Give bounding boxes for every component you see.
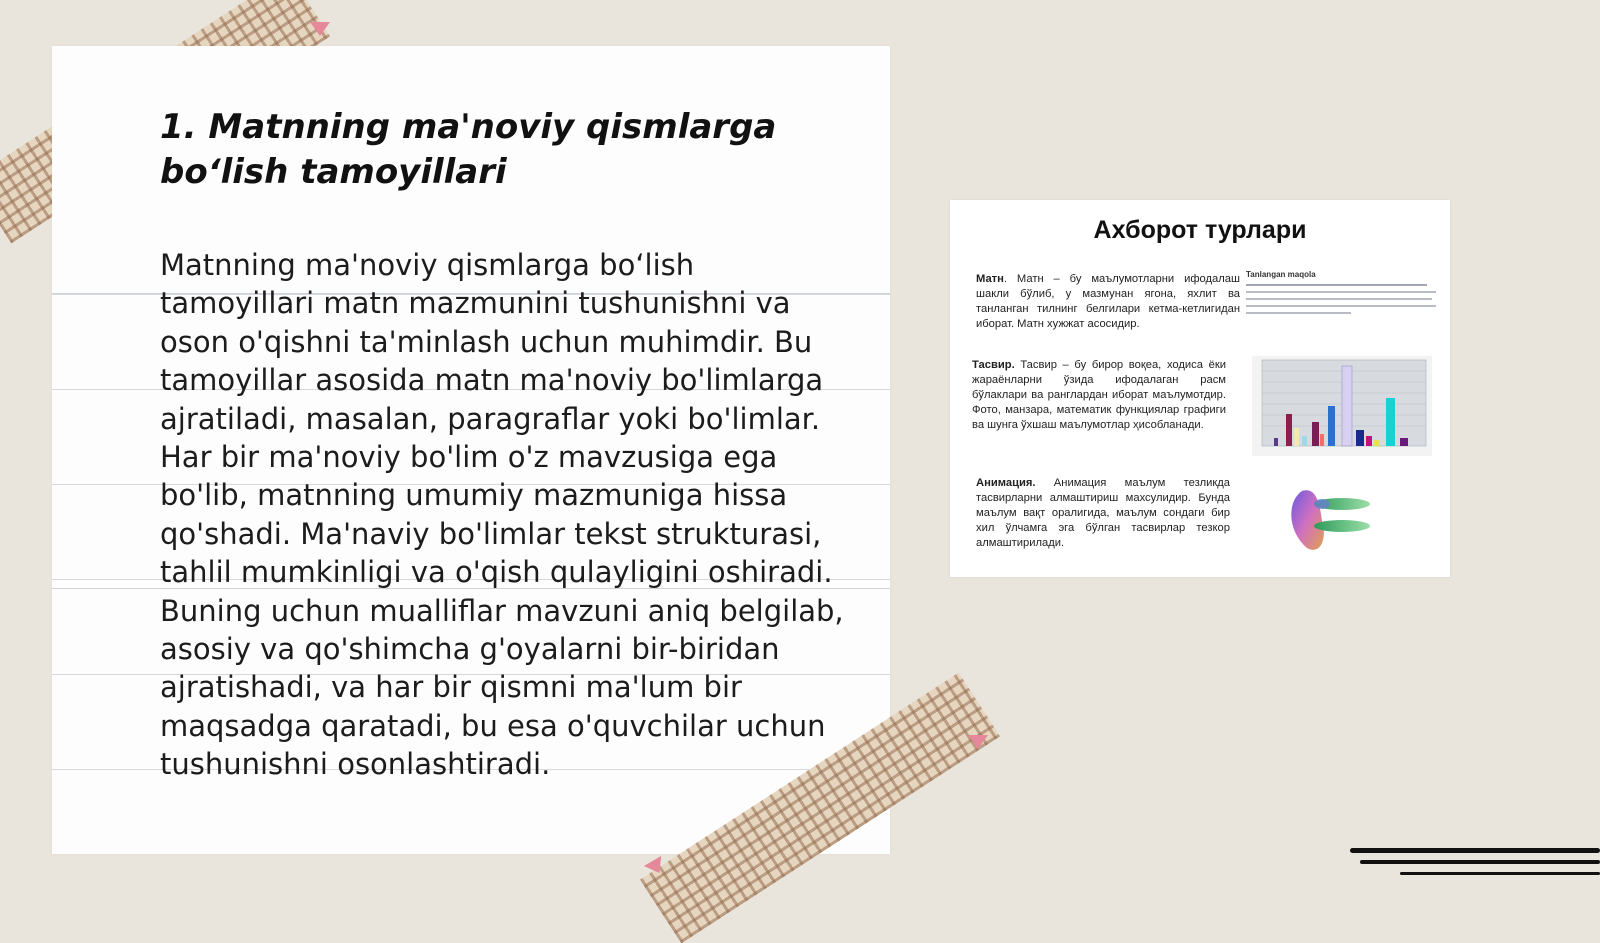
embedded-slide-image [950, 200, 1450, 577]
embedded-slide-title: Ахборот турлари [1093, 216, 1307, 244]
bar-chart-thumbnail [1252, 356, 1432, 456]
document-snippet [1246, 270, 1436, 334]
image-term: Тасвир. [972, 359, 1015, 371]
text-definition [976, 272, 1240, 332]
decorative-stroke-lines [1350, 840, 1600, 880]
animation-term: Анимация. [976, 477, 1036, 489]
snippet-heading: Tanlangan maqola [1246, 270, 1316, 279]
tape-pin-top [310, 22, 330, 36]
image-definition [972, 358, 1226, 433]
body-paragraph: Matnning ma'noviy qismlarga bo‘lish tamoyillari matn mazmunini tushunishni va oson o'qishni ta'minlash uchun muhimdir. Bu tamoyillar asosida matn ma'noviy bo'limlarga ajratiladi, masalan, paragraflar yoki bo'limlar. Har bir ma'noviy bo'lim o'z mavzusiga ega bo'lib, matnning umumiy mazmuniga hissa qo'shadi. Ma'naviy bo'limlar tekst strukturasi, tahlil mumkinligi va o'qish qulayligini oshiradi. Buning uchun mualliflar mavzuni aniq belgilab, asosiy va qo'shimcha g'oyalarni bir-biridan ajratishadi, va har bir qismni ma'lum bir maqsadga qaratadi, bu esa o'quvchilar uchun tushunishni osonlashtiradi. [160, 248, 844, 782]
animation-definition [976, 476, 1230, 551]
animation-shape-thumbnail [1282, 476, 1382, 556]
slide-heading: 1. Matnning ma'noviy qismlarga bo‘lish tamoyillari [160, 107, 777, 192]
tape-pin-bottom [968, 735, 988, 749]
image-definition-body: Тасвир – бу бирор воқеа, ходиса ёки жараёнларни ўзида ифодалаган расм бўлаклари ва ранглардан иборат маълумотдир. Фото, манзара, математик функциялар графиги ва шунга ўхшаш маълумотлар ҳисобланади. [972, 359, 1226, 431]
animation-definition-body: Анимация маълум тезликда тасвирларни алмаштириш махсулидир. Бунда маълум вақт оралигида, маълум сондаги бир хил ўлчамга эга бўлган тасвирлар тезкор алмаштирилади. [976, 477, 1230, 549]
text-term: Матн [976, 273, 1004, 285]
text-definition-body: . Матн – бу маълумотларни ифодалаш шакли бўлиб, у мазмунан ягона, яхлит ва танланган тилнинг белгилари кетма-кетлигидан иборат. Матн хужжат асосидир. [976, 273, 1240, 330]
